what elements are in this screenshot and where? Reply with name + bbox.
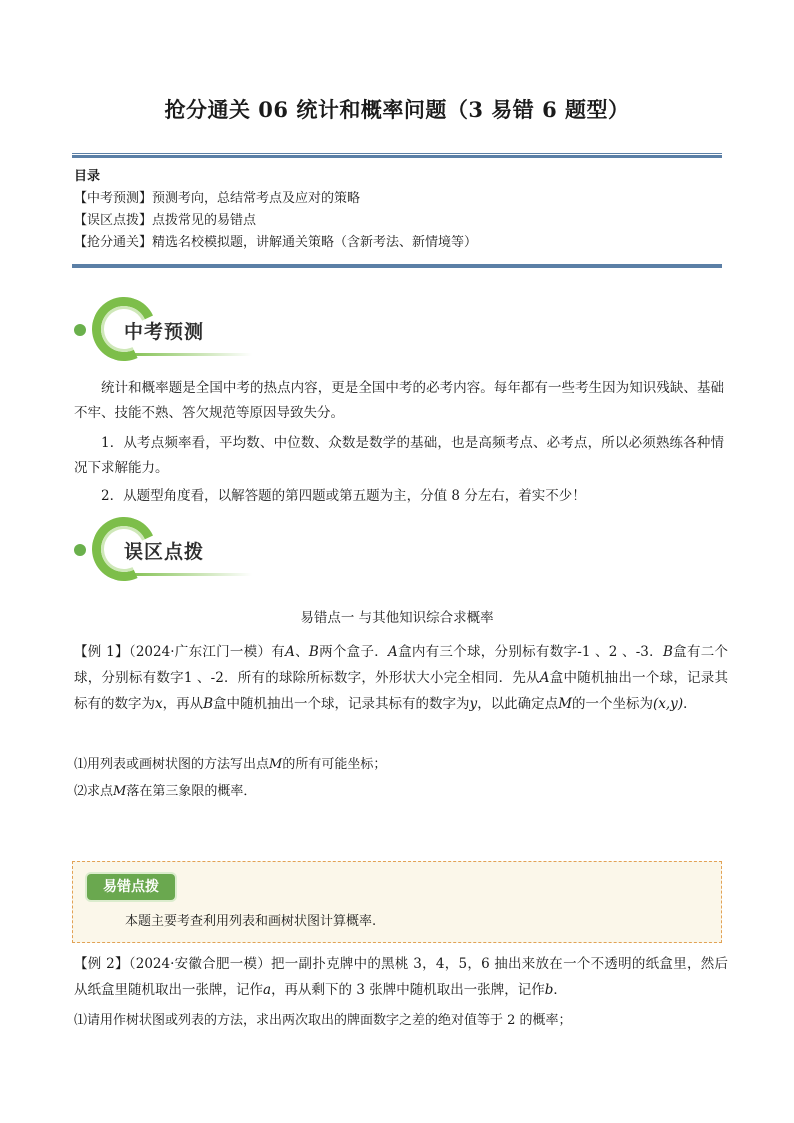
math-var: B [662,644,673,660]
text: ⑵求点 [74,784,114,799]
text: ，再从 [162,696,204,712]
math-var: A [285,644,295,660]
toc-item[interactable]: 【误区点拨】点拨常见的易错点 [74,213,257,228]
text: 的一个坐标为 [572,696,654,712]
toc-item[interactable]: 【抢分通关】精选名校模拟题，讲解通关策略（含新考法、新情境等） [74,235,478,250]
paragraph: 1．从考点频率看，平均数、中位数、众数是数学的基础，也是高频考点、必考点，所以必须熟练各种情况下求解能力。 [74,435,724,476]
section-title: 误区点拨 [124,541,205,563]
question-1 [74,752,724,778]
text: 盒有二个球，分别标有数字1 、-2．所有的球除所标数字，外形状大小完全相同．先从 [74,644,729,686]
text: ，以此确定点 [477,696,559,712]
banner-dot [74,324,86,336]
banner-underline [124,573,252,576]
banner-underline [124,353,252,356]
math-var: M [269,757,283,772]
text: 盒内有三个球，分别标有数字-1 、2 、-3． [397,644,663,660]
math-var: x [155,696,163,712]
tip-tag: 易错点拨 [87,874,175,900]
math-var: A [388,644,398,660]
example-1 [74,639,728,717]
paragraph: 统计和概率题是全国中考的热点内容，更是全国中考的必考内容。每年都有一些考生因为知识残缺、基础不牢、技能不熟、答欠规范等原因导致失分。 [74,380,724,421]
subheading: 易错点一 与其他知识综合求概率 [300,610,494,626]
question-2 [74,779,724,805]
text: 盒中随机抽出一个球，记录其标有的数字为 [213,696,470,712]
text: 两个盒子． [318,644,389,660]
math-var: M [113,784,127,799]
text: ⑴用列表或画树状图的方法写出点 [74,757,270,772]
math-var: B [203,696,214,712]
page-title: 抢分通关 06 统计和概率问题（3 易错 6 题型） [164,97,630,122]
tip-box [72,861,722,943]
table-of-contents [74,166,724,254]
example-tag: 【例 1】 [74,644,129,660]
toc-item[interactable]: 【中考预测】预测考向，总结常考点及应对的策略 [74,191,361,206]
math-var: a [263,982,272,998]
example-source: （2024·安徽合肥一模） [128,956,272,972]
text: 盒中随机抽出一个球，记录其标有的数字为 [74,670,729,712]
math-var: b [544,982,554,998]
math-var: (x,y) [653,696,684,712]
math-var: y [469,696,478,712]
banner-dot [74,544,86,556]
toc-heading: 目录 [74,169,101,184]
example-source: （2024·广东江门一模） [128,644,272,660]
text: 的所有可能坐标； [282,757,387,772]
section-banner-mistakes [74,517,254,587]
section-title: 中考预测 [124,321,205,343]
bottom-rule [72,263,722,268]
text: 有 [271,644,286,660]
section-banner-forecast [74,297,254,367]
example-tag: 【例 2】 [74,956,129,972]
top-rule [72,153,722,158]
text: 把一副扑克牌中的黑桃 3，4，5，6 抽出来放在一个不透明的纸盒里，然后从纸盒里随机取出一张牌，记作 [74,956,728,998]
tip-text: 本题主要考查利用列表和画树状图计算概率. [125,914,377,929]
paragraph: 2．从题型角度看，以解答题的第四题或第五题为主，分值 8 分左右，着实不少！ [101,488,586,504]
text: 、 [294,644,309,660]
math-var: A [539,670,550,686]
math-var: B [308,644,319,660]
text: ． [553,982,567,998]
text: ，再从剩下的 3 张牌中随机取出一张牌，记作 [271,982,545,998]
text: 落在第三象限的概率． [126,784,257,799]
example-2 [74,951,728,1003]
math-var: M [558,696,573,712]
text: ． [683,696,697,712]
question-1: ⑴请用作树状图或列表的方法，求出两次取出的牌面数字之差的绝对值等于 2 的概率； [74,1013,572,1028]
